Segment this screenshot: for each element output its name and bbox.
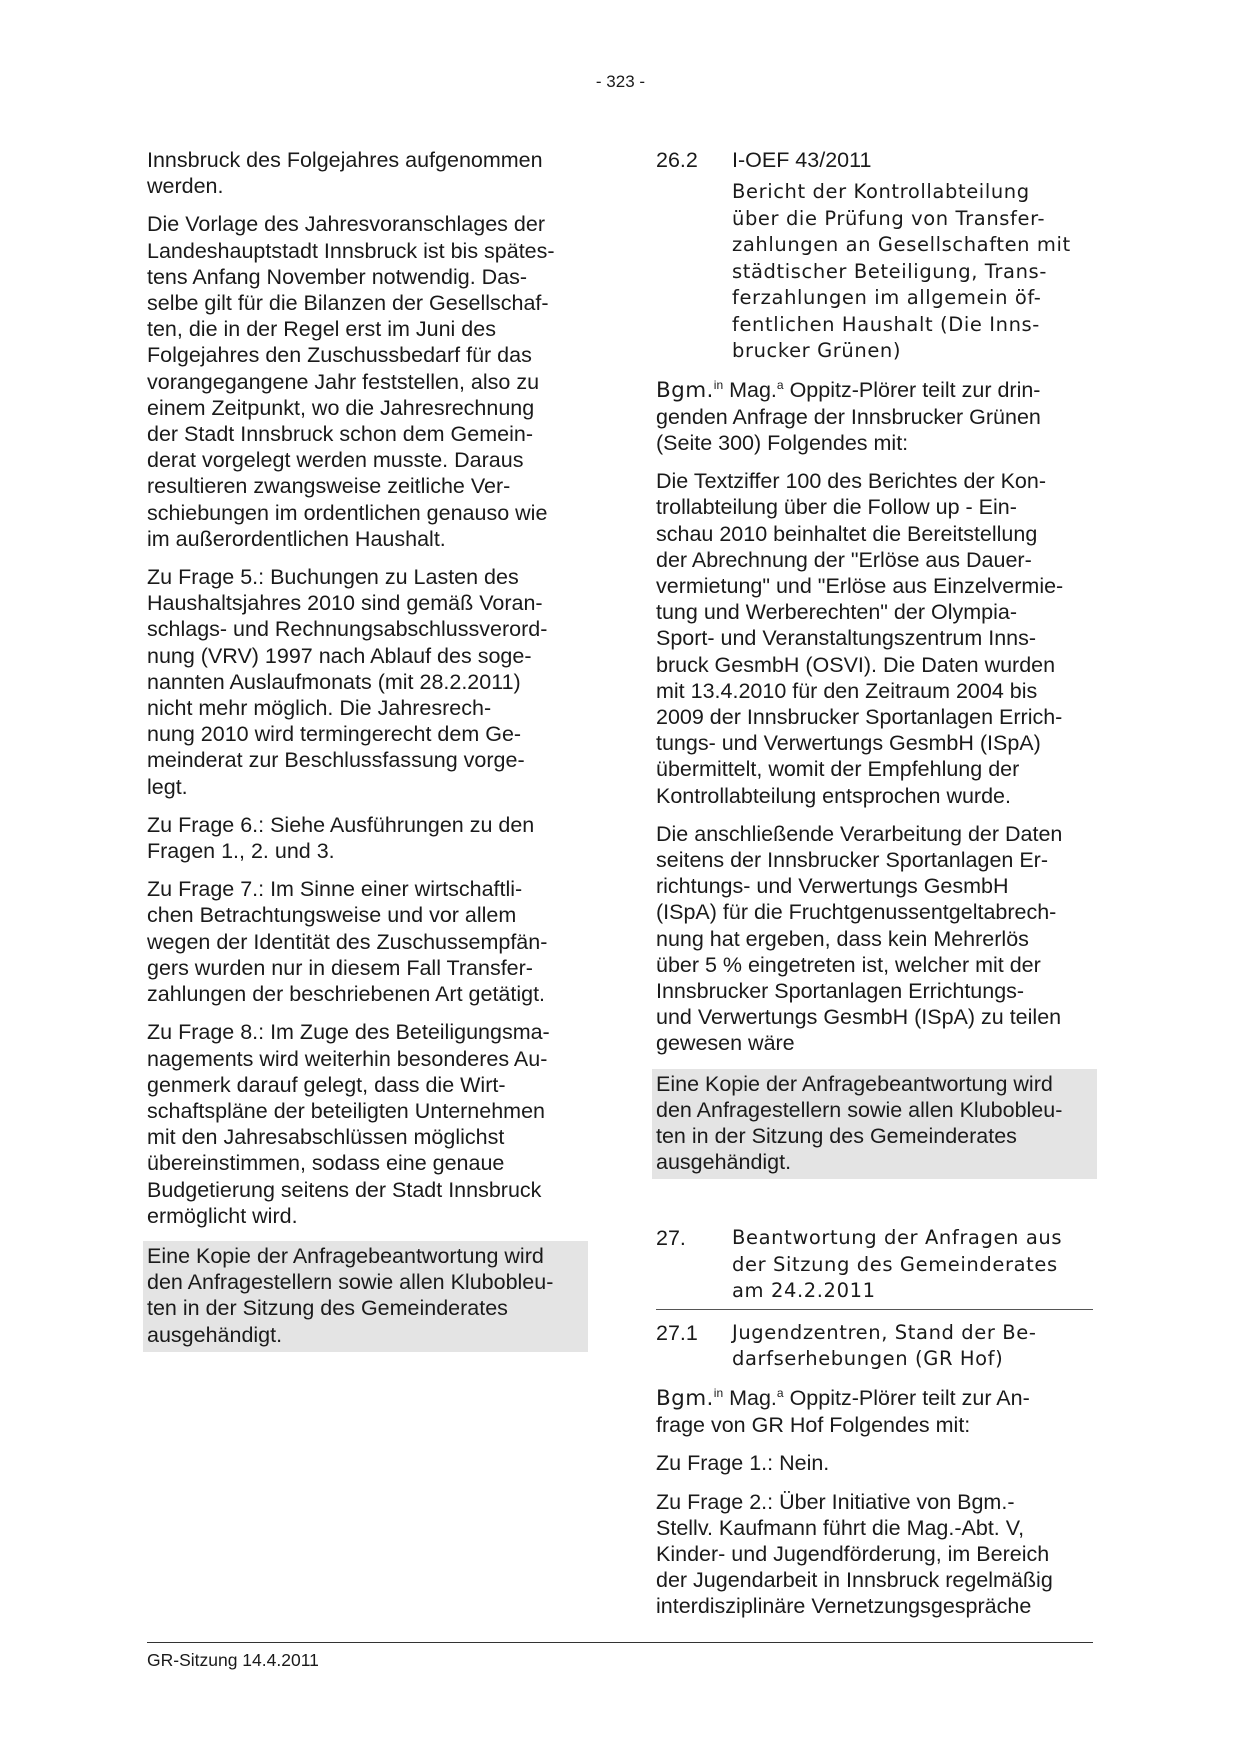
item-title: Jugendzentren, Stand der Be- darfserhebungen (GR Hof) bbox=[732, 1320, 1037, 1371]
item-number: 27. bbox=[656, 1226, 686, 1251]
item-title: Beantwortung der Anfragen aus der Sitzung des Gemeinderates am 24.2.2011 bbox=[732, 1226, 1063, 1303]
right-column bbox=[656, 147, 1093, 1632]
item-subtitle: Bericht der Kontrollabteilung über die Prüfung von Transfer- zahlungen an Gesellschaften mit städtischer Beteiligung, Trans- ferzahlungen im allgemein öf- fentlichen Haushalt (Die Inns- brucker Grünen) bbox=[732, 180, 1071, 362]
item-number: 26.2 bbox=[656, 148, 698, 172]
paragraph: Die Textziffer 100 des Berichtes der Kon- trollabteilung über die Follow up - Ein- schau 2010 beinhaltet die Bereitstellung der Abrechnung der "Erlöse aus Dauer- vermietung" und "Erlöse aus Einzelvermie- tung und Werberechten" der Olympia- Sport- und Veranstaltungszentrum Inns- bruck GesmbH (OSVI). Die Daten wurden mit 13.4.2010 für den Zeitraum 2004 bis 2009 der Innsbrucker Sportanlagen Errich- tungs- und Verwertungs GesmbH (ISpA) übermittelt, womit der Empfehlung der Kontrollabteilung entsprochen wurde. bbox=[656, 469, 1064, 808]
paragraph: Zu Frage 1.: Nein. bbox=[656, 1451, 830, 1476]
paragraph: Innsbruck des Folgejahres aufgenommen werden. bbox=[147, 148, 543, 199]
paragraph: Zu Frage 8.: Im Zuge des Beteiligungsma- nagements wird weiterhin besonderes Au- genmerk darauf gelegt, dass die Wirt- schaftspläne der beteiligten Unternehmen mit den Jahresabschlüssen möglichst übereinstimmen, sodass eine genaue Budgetierung seitens der Stadt Innsbruck ermöglicht wird. bbox=[147, 1020, 550, 1228]
footer-session-date: GR-Sitzung 14.4.2011 bbox=[147, 1650, 319, 1670]
paragraph: Zu Frage 5.: Buchungen zu Lasten des Haushaltsjahres 2010 sind gemäß Voran- schlags- und Rechnungsabschlussverord- nung (VRV) 1997 nach Ablauf des soge- nannten Auslaufmonats (mit 28.2.2011) nicht mehr möglich. Die Jahresrech- nung 2010 wird termingerecht dem Ge- meinderat zur Beschlussfassung vorge- legt. bbox=[147, 565, 548, 799]
item-title: I-OEF 43/2011 bbox=[732, 148, 872, 172]
mayor-statement: Bgm.$^{in}$ Mag.$^a$ Oppitz-Plörer teilt zur drin- genden Anfrage der Innsbrucker Grünen (Seite 300) Folgendes mit: bbox=[656, 377, 1041, 455]
paragraph: Die Vorlage des Jahresvoranschlages der Landeshauptstadt Innsbruck ist bis spätes- tens Anfang November notwendig. Das- selbe gilt für die Bilanzen der Gesellschaf- ten, die in der Regel erst im Juni des Folgejahres den Zuschussbedarf für das vorangegangene Jahr feststellen, also zu einem Zeitpunkt, wo die Jahresrechnung der Stadt Innsbruck schon dem Gemein- derat vorgelegt werden musste. Daraus resultieren zwangsweise zeitliche Ver- schiebungen im ordentlichen genauso wie im außerordentlichen Haushalt. bbox=[147, 212, 555, 551]
paragraph: Die anschließende Verarbeitung der Daten seitens der Innsbrucker Sportanlagen Er- richtungs- und Verwertungs GesmbH (ISpA) für die Fruchtgenussentgeltabrech- nung hat ergeben, dass kein Mehrerlös über 5 % eingetreten ist, welcher mit der Innsbrucker Sportanlagen Errichtungs- und Verwertungs GesmbH (ISpA) zu teilen gewesen wäre bbox=[656, 821, 1063, 1056]
item-heading-26-2 bbox=[656, 147, 1093, 173]
shaded-note: Eine Kopie der Anfragebeantwortung wird den Anfragestellern sowie allen Klubobleu- ten in der Sitzung des Gemeinderates ausgehändigt. bbox=[652, 1069, 1097, 1180]
paragraph: Zu Frage 7.: Im Sinne einer wirtschaftli- chen Betrachtungsweise und vor allem wegen der Identität des Zuschussempfän- gers wurden nur in diesem Fall Transfer- zahlungen der beschriebenen Art getätigt. bbox=[147, 877, 548, 1007]
item-number: 27.1 bbox=[656, 1320, 698, 1345]
footer-divider bbox=[147, 1642, 1093, 1643]
item-heading-27 bbox=[656, 1225, 1093, 1305]
page-number: - 323 - bbox=[595, 72, 646, 91]
paragraph: Zu Frage 6.: Siehe Ausführungen zu den Fragen 1., 2. und 3. bbox=[147, 812, 535, 864]
mayor-statement: Bgm.$^{in}$ Mag.$^a$ Oppitz-Plörer teilt zur An- frage von GR Hof Folgendes mit: bbox=[656, 1385, 1030, 1438]
left-column bbox=[147, 147, 584, 1364]
shaded-note: Eine Kopie der Anfragebeantwortung wird den Anfragestellern sowie allen Klubobleu- ten in der Sitzung des Gemeinderates ausgehändigt. bbox=[143, 1241, 588, 1352]
section-divider bbox=[656, 1309, 1093, 1310]
item-heading-27-1 bbox=[656, 1320, 1093, 1373]
paragraph: Zu Frage 2.: Über Initiative von Bgm.- Stellv. Kaufmann führt die Mag.-Abt. V, Kinder- und Jugendförderung, im Bereich der Jugendarbeit in Innsbruck regelmäßig interdisziplinäre Vernetzungsgespräche bbox=[656, 1489, 1053, 1619]
